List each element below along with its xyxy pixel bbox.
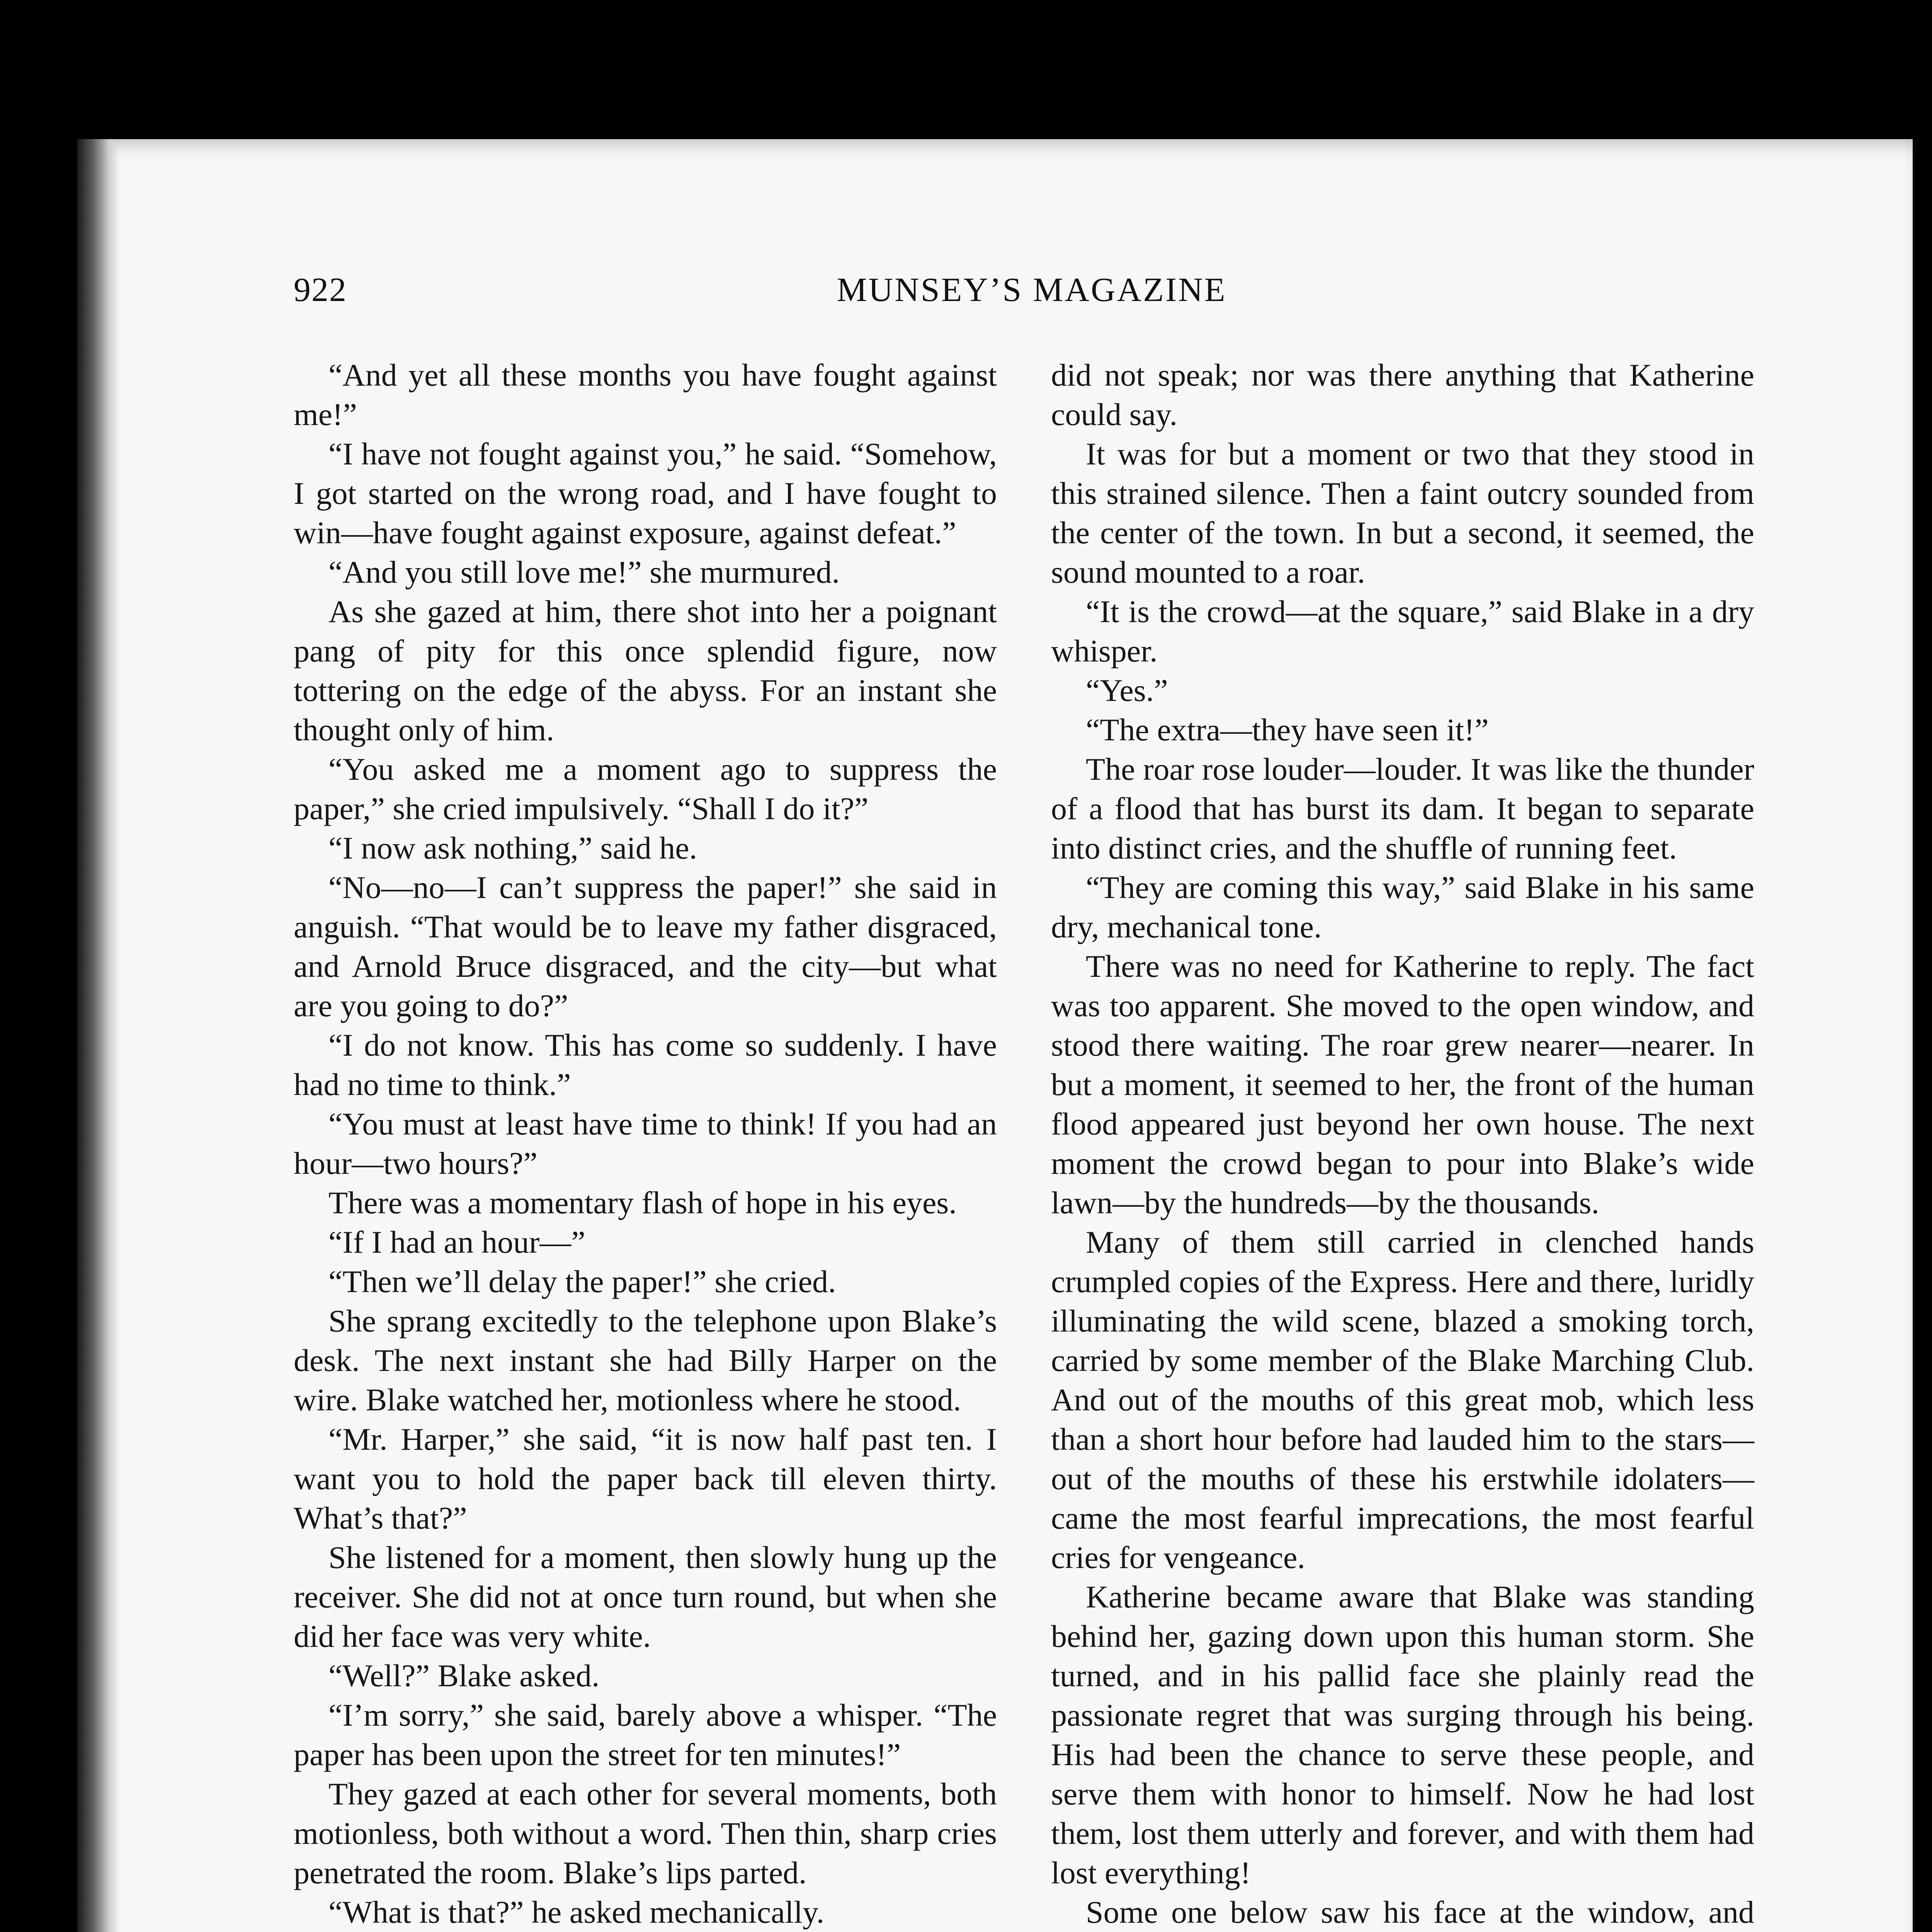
paragraph: The roar rose louder—louder. It was like the thunder of a flood that has burst its dam. It began to separate into distinct cries, and the shuffle of running feet. — [1051, 752, 1754, 866]
paragraph: Many of them still carried in clenched hands crumpled copies of the Express. Here and there, luridly illuminating the wild scene, blazed a smoking torch, carried by some member of the Blake Marching Club. And out of the mouths of this great mob, which less than a short hour before had lauded him to the stars—out of the mouths of these his erstwhile idolaters—came the most fearful imprecations, the most fearful cries for vengeance. — [1051, 1225, 1754, 1575]
paragraph: “I now ask nothing,” said he. — [328, 830, 697, 866]
paragraph: As she gazed at him, there shot into her a poignant pang of pity for this once splendid figure, now tottering on the edge of the abyss. For an instant she thought only of him. — [294, 594, 997, 747]
paragraph: “The extra—they have seen it!” — [1086, 712, 1489, 747]
paragraph: did not speak; nor was there anything that Katherine could say. — [1051, 357, 1754, 432]
paragraph: “Then we’ll delay the paper!” she cried. — [328, 1264, 836, 1299]
paragraph: Some one below saw his face at the window, and — [1086, 1895, 1754, 1930]
paragraph: There was no need for Katherine to reply. The fact was too apparent. She moved to the open window, and stood there waiting. The roar grew nearer—nearer. In but a moment, it seemed to her, the front of the human flood appeared just beyond her own house. The next moment the crowd began to pour into Blake’s wide lawn—by the hundreds—by the thousands. — [1051, 949, 1754, 1220]
paragraph: “They are coming this way,” said Blake in his same dry, mechanical tone. — [1051, 870, 1754, 944]
paragraph: “You asked me a moment ago to suppress the paper,” she cried impulsively. “Shall I do it?” — [294, 752, 997, 826]
paragraph: “What is that?” he asked mechanically. — [328, 1895, 825, 1930]
paragraph: “I’m sorry,” she said, barely above a whisper. “The paper has been upon the street for ten minutes!” — [294, 1697, 997, 1772]
paragraph: “It is the crowd—at the square,” said Blake in a dry whisper. — [1051, 594, 1754, 668]
paragraph: “Yes.” — [1086, 673, 1168, 708]
magazine-title: MUNSEY’S MAGAZINE — [837, 271, 1227, 309]
paragraph: “And yet all these months you have fought against me!” — [294, 357, 997, 432]
adjacent-page-edge — [1913, 139, 1932, 1932]
paragraph: She listened for a moment, then slowly hung up the receiver. She did not at once turn round, but when she did her face was very white. — [294, 1540, 997, 1654]
running-head — [294, 270, 1770, 332]
paragraph: “I have not fought against you,” he said. “Somehow, I got started on the wrong road, and I have fought to win—have fought against exposure, against defeat.” — [294, 436, 997, 550]
paragraph: “Mr. Harper,” she said, “it is now half past ten. I want you to hold the paper back till eleven thirty. What’s that?” — [294, 1422, 997, 1536]
left-text-column — [294, 355, 997, 1932]
page-number: 922 — [294, 271, 347, 309]
paragraph: “You must at least have time to think! If you had an hour—two hours?” — [294, 1106, 997, 1181]
paragraph: It was for but a moment or two that they stood in this strained silence. Then a faint outcry sounded from the center of the town. In but a second, it seemed, the sound mounted to a roar. — [1051, 436, 1754, 590]
paragraph: “Well?” Blake asked. — [328, 1658, 600, 1693]
right-text-column — [1051, 355, 1754, 1932]
page-gutter-shadow — [77, 139, 120, 1932]
paragraph: “If I had an hour—” — [328, 1225, 585, 1260]
paragraph: There was a momentary flash of hope in his eyes. — [328, 1185, 957, 1220]
paragraph: “No—no—I can’t suppress the paper!” she said in anguish. “That would be to leave my father disgraced, and Arnold Bruce disgraced, and the city—but what are you going to do?” — [294, 870, 997, 1023]
paragraph: “And you still love me!” she murmured. — [328, 554, 840, 590]
paragraph: “I do not know. This has come so suddenly. I have had no time to think.” — [294, 1027, 997, 1102]
paragraph: Katherine became aware that Blake was standing behind her, gazing down upon this human storm. She turned, and in his pallid face she plainly read the passionate regret that was surging through his being. His had been the chance to serve these people, and serve them with honor to himself. Now he had lost them, lost them utterly and forever, and with them had lost everything! — [1051, 1579, 1754, 1890]
paragraph: They gazed at each other for several moments, both motionless, both without a word. Then thin, sharp cries penetrated the room. Blake’s lips parted. — [294, 1776, 997, 1890]
paragraph: She sprang excitedly to the telephone upon Blake’s desk. The next instant she had Billy Harper on the wire. Blake watched her, motionless where he stood. — [294, 1303, 997, 1417]
